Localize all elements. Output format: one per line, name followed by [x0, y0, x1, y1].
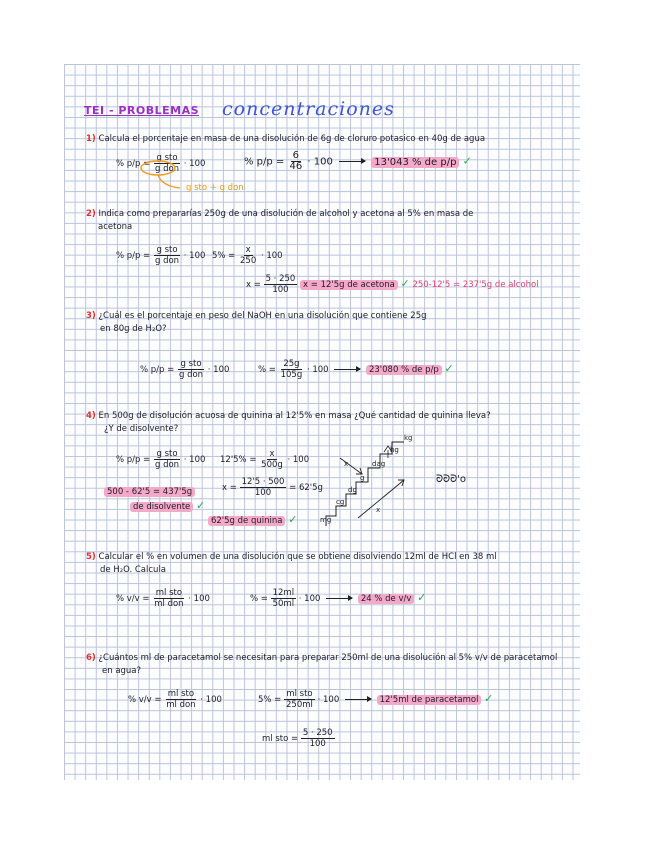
problem-3-formula: % p/p = $\frac{\text{g sto}}{\text{g don}}$ · 100 — [140, 359, 230, 380]
problem-1-statement: 1) Calcula el porcentaje en masa de una disolución de 6g de cloruro potasico en 40g de agua — [86, 134, 486, 144]
check-icon: ✓ — [400, 277, 410, 290]
unit-label: dag — [372, 460, 386, 468]
problem-4-solvent: 500 - 62'5 = 437'5g — [104, 487, 195, 498]
problem-4-statement: 4) En 500g de disolución acuosa de quinina al 12'5% en masa ¿Qué cantidad de quinina lleva? — [86, 411, 491, 421]
problem-3-statement: 3) ¿Cuál es el porcentaje en peso del NaOH en una disolución que contiene 25g — [86, 311, 427, 321]
problem-3-result: 23'080 % de p/p — [366, 365, 442, 375]
arrow-icon — [339, 161, 365, 162]
problem-1-result: 13'043 % de p/p — [371, 157, 459, 168]
problem-5-formula: % v/v = $\frac{\text{ml sto}}{\text{ml don}}$ · 100 — [116, 588, 210, 609]
problem-6-formula: % v/v = $\frac{\text{ml sto}}{\text{ml don}}$ · 100 — [128, 689, 222, 710]
problem-5-calc: % = $\frac{12ml}{50ml}$ · 100 24 % de v/v ✓ — [250, 588, 427, 609]
problem-6-number: 6) — [86, 653, 96, 663]
section-title: TEI - PROBLEMAS — [84, 104, 200, 117]
fraction: $\frac{12'5 \cdot 500}{100}$ — [241, 477, 285, 498]
fraction: $\frac{\text{g sto}}{\text{g don}}$ — [154, 449, 180, 470]
problem-4-formula: % p/p = $\frac{\text{g sto}}{\text{g don}}$ · 100 — [116, 449, 206, 470]
arrow-icon — [345, 699, 371, 700]
problem-1-formula: % p/p = $\frac{\text{g sto}}{\text{g don}}$ · 100 — [116, 153, 206, 174]
fraction: $\frac{x}{500g}$ — [261, 449, 283, 470]
check-icon: ✓ — [288, 513, 298, 526]
fraction: $\frac{5 \cdot 250}{100}$ — [302, 728, 333, 749]
fraction: $\frac{\text{ml sto}}{\text{ml don}}$ — [154, 588, 184, 609]
problem-4-statement-2: ¿Y de disolvente? — [104, 424, 179, 434]
problem-2-x: x = $\frac{5 \cdot 250}{100}$ x = 12'5g de acetona ✓ 250-12'5 = 237'5g de alcohol — [246, 274, 539, 295]
problem-2-number: 2) — [86, 209, 96, 219]
problem-6-x: ml sto = $\frac{5 \cdot 250}{100}$ — [262, 728, 333, 749]
check-icon: ✓ — [484, 692, 494, 705]
fraction: $\frac{25g}{105g}$ — [280, 359, 303, 380]
problem-3-statement-2: en 80g de H₂O? — [100, 324, 167, 334]
unit-label: kg — [404, 434, 413, 442]
problem-1-number: 1) — [86, 134, 96, 144]
problem-6-statement: 6) ¿Cuántos ml de paracetamol se necesitan para preparar 250ml de una disolución al 5% v/v de paracetamol — [86, 653, 558, 663]
unit-label: hg — [390, 446, 399, 454]
arrow-icon — [326, 598, 352, 599]
problem-4-x: x = $\frac{12'5 \cdot 500}{100}$ = 62'5g — [222, 477, 323, 498]
unit-label: g — [360, 474, 365, 482]
check-icon: ✓ — [444, 362, 454, 375]
unit-label: cg — [336, 498, 345, 506]
fraction: $\frac{6}{46}$ — [289, 150, 303, 172]
unit-staircase-diagram — [318, 430, 418, 534]
problem-5-number: 5) — [86, 552, 96, 562]
fraction: $\frac{\text{ml sto}}{\text{ml don}}$ — [166, 689, 196, 710]
problem-3-number: 3) — [86, 311, 96, 321]
check-icon: ✓ — [196, 499, 206, 512]
problem-5-statement: 5) Calcular el % en volumen de una disolución que se obtiene disolviendo 12ml de HCl en 38 ml — [86, 552, 497, 562]
problem-2-statement: 2) Indica como prepararías 250g de una disolución de alcohol y acetona al 5% en masa de — [86, 209, 474, 219]
problem-2-alcohol: 250-12'5 = 237'5g de alcohol — [412, 280, 539, 290]
problem-4-doodle-text: ᘐᘐᘐ'o — [436, 474, 466, 485]
fraction: $\frac{5 \cdot 250}{100}$ — [265, 274, 296, 295]
problem-4-number: 4) — [86, 411, 96, 421]
arrow-icon — [334, 369, 360, 370]
fraction: $\frac{\text{g sto}}{\text{g don}}$ — [178, 359, 204, 380]
problem-2-x-result: x = 12'5g de acetona — [300, 280, 398, 290]
problem-6-calc: 5% = $\frac{\text{ml sto}}{250ml}$ · 100 12'5ml de paracetamol ✓ — [258, 689, 494, 710]
fraction: $\frac{\text{ml sto}}{250ml}$ — [286, 689, 313, 710]
problem-6-statement-2: en agua? — [102, 666, 142, 676]
topic-title: concentraciones — [222, 98, 395, 120]
problem-4-calc: 12'5% = $\frac{x}{500g}$ · 100 — [220, 449, 310, 470]
unit-label: mg — [320, 516, 332, 524]
unit-label: x — [376, 506, 381, 514]
problem-1-annotation: g sto + g don — [186, 183, 244, 193]
unit-label: dg — [348, 486, 357, 494]
unit-label: x — [344, 460, 349, 468]
problem-5-result: 24 % de v/v — [358, 594, 415, 604]
fraction: $\frac{\text{g sto}}{\text{g don}}$ — [154, 153, 180, 174]
problem-2-formula: % p/p = $\frac{\text{g sto}}{\text{g don}}$ · 100 — [116, 245, 206, 266]
problem-3-calc: % = $\frac{25g}{105g}$ · 100 23'080 % de p/p ✓ — [258, 359, 454, 380]
problem-2-statement-2: acetona — [98, 222, 133, 232]
problem-4-quinine: 62'5g de quinina ✓ — [208, 514, 297, 527]
problem-2-calc: 5% = $\frac{x}{250}$ · 100 — [212, 245, 283, 266]
check-icon: ✓ — [417, 591, 427, 604]
problem-1-calc: % p/p = $\frac{6}{46}$ · 100 13'043 % de p/p ✓ — [244, 150, 472, 172]
check-icon: ✓ — [462, 154, 472, 168]
problem-6-result: 12'5ml de paracetamol — [377, 695, 482, 705]
fraction: $\frac{\text{g sto}}{\text{g don}}$ — [154, 245, 180, 266]
fraction: $\frac{x}{250}$ — [240, 245, 257, 266]
fraction: $\frac{12ml}{50ml}$ — [272, 588, 295, 609]
problem-5-statement-2: de H₂O. Calcula — [100, 565, 167, 575]
problem-4-solvent-2: de disolvente ✓ — [130, 500, 205, 513]
